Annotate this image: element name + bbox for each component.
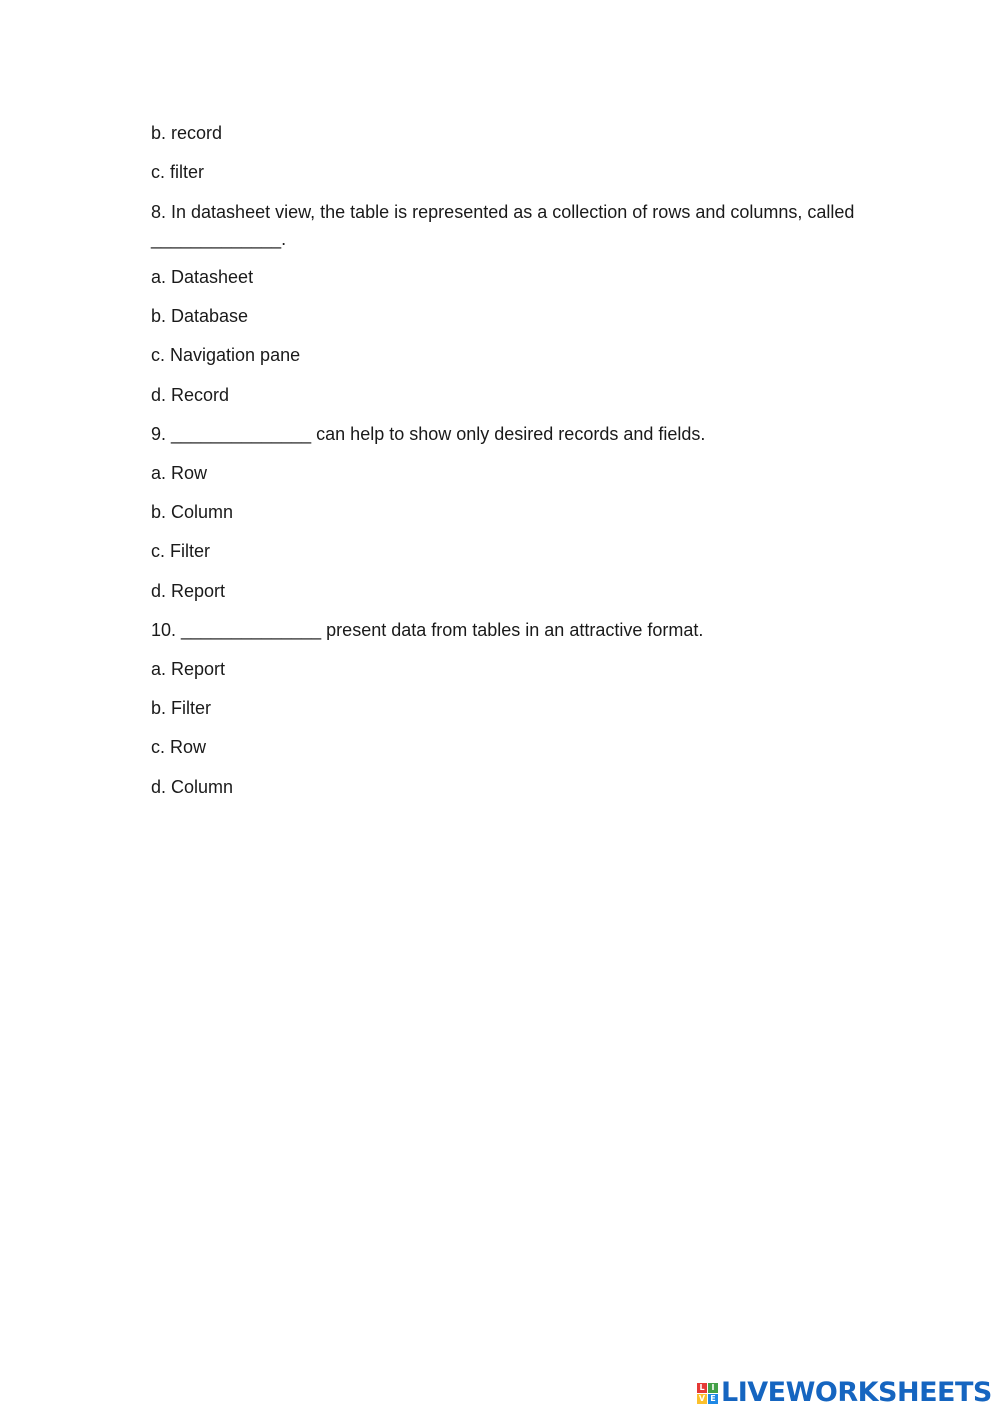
option-b-record: b. record: [151, 123, 223, 143]
liveworksheets-wordmark: LIVEWORKSHEETS: [721, 1377, 992, 1408]
question-9-text: 9. ______________ can help to show only desired records and fields.: [151, 424, 706, 444]
question-8-option-c: c. Navigation pane: [151, 345, 301, 365]
question-9-option-d: d. Report: [151, 581, 226, 601]
question-10-text: 10. ______________ present data from tables in an attractive format.: [151, 620, 704, 640]
question-9-option-b: b. Column: [151, 502, 234, 522]
question-8-option-a: a. Datasheet: [151, 267, 254, 287]
question-10-option-d: d. Column: [151, 777, 234, 797]
liveworksheets-logo: [697, 1378, 992, 1408]
question-10-option-b: b. Filter: [151, 698, 212, 718]
question-10-option-c: c. Row: [151, 737, 207, 757]
live-icon-letter-i: I: [708, 1383, 718, 1393]
live-icon-letter-e: E: [708, 1394, 718, 1404]
live-icon-letter-l: L: [697, 1383, 707, 1393]
live-grid-icon: [697, 1383, 718, 1404]
question-9-option-c: c. Filter: [151, 541, 211, 561]
live-icon-letter-v: V: [698, 1393, 706, 1403]
question-10-option-a: a. Report: [151, 659, 226, 679]
question-8-text: 8. In datasheet view, the table is represented as a collection of rows and columns, called: [151, 202, 855, 222]
question-8-option-b: b. Database: [151, 306, 249, 326]
question-8-option-d: d. Record: [151, 385, 230, 405]
question-9-option-a: a. Row: [151, 463, 208, 483]
option-c-filter: c. filter: [151, 162, 205, 182]
question-8-blank: _____________.: [151, 229, 287, 249]
